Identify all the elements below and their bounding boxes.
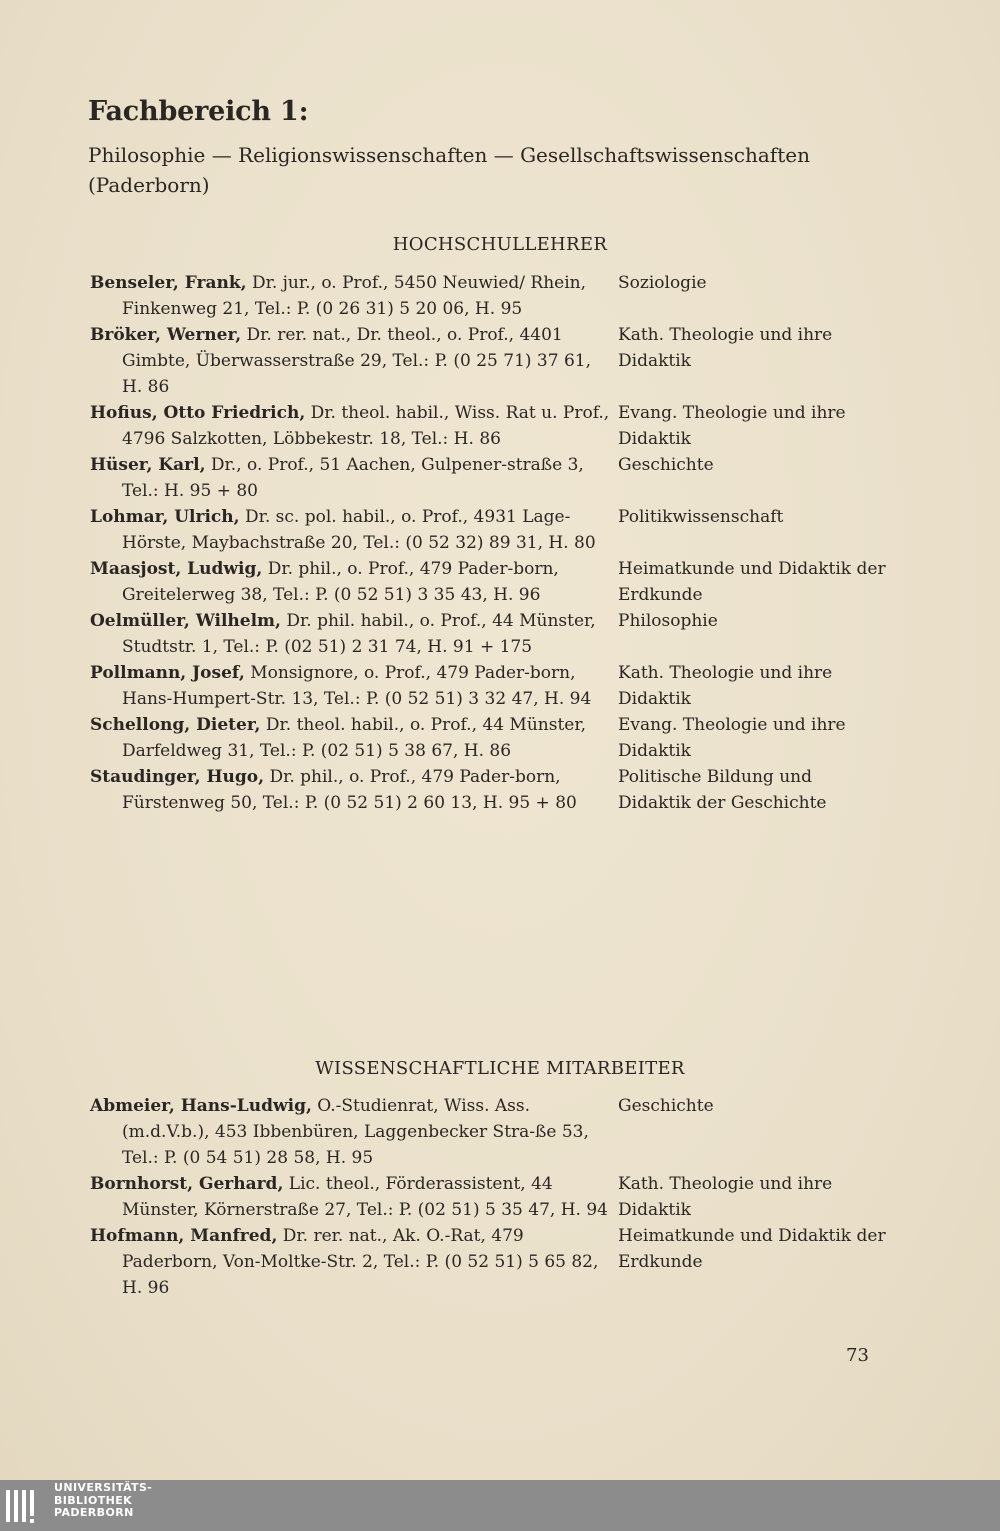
entry-subject: Heimatkunde und Didaktik der Erdkunde xyxy=(618,1226,886,1272)
entry-person xyxy=(90,764,610,816)
entry-person xyxy=(90,270,610,322)
list-item xyxy=(90,270,890,322)
entry-name: Hofmann, Manfred, xyxy=(90,1226,278,1246)
entry-subject: Soziologie xyxy=(618,273,707,293)
entry-person xyxy=(90,452,610,504)
list-item xyxy=(90,660,890,712)
entry-details: Dr. phil., o. Prof., 479 Pader-born, Fürstenweg 50, Tel.: P. (0 52 51) 2 60 13, H. 95 + 80 xyxy=(122,767,577,813)
list-item xyxy=(90,1223,890,1301)
entry-details: Dr., o. Prof., 51 Aachen, Gulpener-straße 3, Tel.: H. 95 + 80 xyxy=(122,455,584,501)
list-item xyxy=(90,556,890,608)
entry-name: Pollmann, Josef, xyxy=(90,663,245,683)
entry-person xyxy=(90,1093,610,1171)
library-logo-icon xyxy=(4,1486,44,1526)
subtitle-line-2: (Paderborn) xyxy=(88,173,210,197)
list-item xyxy=(90,452,890,504)
entry-details: O.-Studienrat, Wiss. Ass. (m.d.V.b.), 453 Ibbenbüren, Laggenbecker Stra-ße 53, Tel.: P. (0 54 51) 28 58, H. 95 xyxy=(122,1096,589,1168)
entry-name: Maasjost, Ludwig, xyxy=(90,559,263,579)
page-number: 73 xyxy=(846,1345,869,1366)
entry-subject: Heimatkunde und Didaktik der Erdkunde xyxy=(618,559,886,605)
entry-name: Bornhorst, Gerhard, xyxy=(90,1174,284,1194)
entry-person xyxy=(90,660,610,712)
list-item xyxy=(90,712,890,764)
entry-name: Schellong, Dieter, xyxy=(90,715,261,735)
entry-subject: Geschichte xyxy=(618,455,714,475)
library-name: UNIVERSITÄTS- BIBLIOTHEK PADERBORN xyxy=(54,1481,153,1519)
entry-name: Bröker, Werner, xyxy=(90,325,242,345)
entry-subject: Geschichte xyxy=(618,1096,714,1116)
entry-details: Dr. rer. nat., Dr. theol., o. Prof., 4401 Gimbte, Überwasserstraße 29, Tel.: P. (0 25 71) 37 61, H. 86 xyxy=(122,325,591,397)
section-heading-hochschullehrer: HOCHSCHULLEHRER xyxy=(392,234,608,255)
entry-details: Dr. theol. habil., o. Prof., 44 Münster, Darfeldweg 31, Tel.: P. (02 51) 5 38 67, H. 86 xyxy=(122,715,587,761)
entry-person xyxy=(90,1171,610,1223)
entry-person xyxy=(90,1223,610,1301)
entry-name: Staudinger, Hugo, xyxy=(90,767,265,787)
entry-subject: Kath. Theologie und ihre Didaktik xyxy=(618,325,833,371)
entry-subject: Evang. Theologie und ihre Didaktik xyxy=(618,403,846,449)
list-item xyxy=(90,400,890,452)
entry-name: Lohmar, Ulrich, xyxy=(90,507,240,527)
entry-person xyxy=(90,608,610,660)
entry-details: Dr. jur., o. Prof., 5450 Neuwied/ Rhein, Finkenweg 21, Tel.: P. (0 26 31) 5 20 06, H. 95 xyxy=(122,273,587,319)
entry-details: Dr. phil., o. Prof., 479 Pader-born, Greitelerweg 38, Tel.: P. (0 52 51) 3 35 43, H. 96 xyxy=(122,559,559,605)
page-subtitle xyxy=(88,140,868,200)
list-item xyxy=(90,322,890,400)
entry-details: Dr. rer. nat., Ak. O.-Rat, 479 Paderborn, Von-Moltke-Str. 2, Tel.: P. (0 52 51) 5 65 82, H. 96 xyxy=(122,1226,599,1298)
entry-details: Dr. sc. pol. habil., o. Prof., 4931 Lage-Hörste, Maybachstraße 20, Tel.: (0 52 32) 89 31, H. 80 xyxy=(122,507,596,553)
page-title: Fachbereich 1: xyxy=(88,96,309,127)
entry-details: Lic. theol., Förderassistent, 44 Münster, Körnerstraße 27, Tel.: P. (02 51) 5 35 47, H. 94 xyxy=(122,1174,608,1220)
entry-details: Monsignore, o. Prof., 479 Pader-born, Hans-Humpert-Str. 13, Tel.: P. (0 52 51) 3 32 47, H. 94 xyxy=(122,663,592,709)
section-heading-mitarbeiter: WISSENSCHAFTLICHE MITARBEITER xyxy=(315,1058,685,1079)
list-item xyxy=(90,1171,890,1223)
subtitle-line-1: Philosophie — Religionswissenschaften — Gesellschaftswissenschaften xyxy=(88,143,810,167)
entry-person xyxy=(90,712,610,764)
entry-name: Hofius, Otto Friedrich, xyxy=(90,403,306,423)
entry-subject: Kath. Theologie und ihre Didaktik xyxy=(618,1174,833,1220)
entry-details: Dr. theol. habil., Wiss. Rat u. Prof., 4796 Salzkotten, Löbbekestr. 18, Tel.: H. 86 xyxy=(122,403,610,449)
entry-name: Oelmüller, Wilhelm, xyxy=(90,611,281,631)
entry-subject: Philosophie xyxy=(618,611,718,631)
entry-name: Abmeier, Hans-Ludwig, xyxy=(90,1096,312,1116)
list-item xyxy=(90,608,890,660)
entry-subject: Evang. Theologie und ihre Didaktik xyxy=(618,715,846,761)
entry-name: Hüser, Karl, xyxy=(90,455,206,475)
entry-person xyxy=(90,504,610,556)
entry-person xyxy=(90,322,610,400)
entry-person xyxy=(90,400,610,452)
hochschullehrer-list xyxy=(90,270,890,816)
mitarbeiter-list xyxy=(90,1093,890,1301)
list-item xyxy=(90,764,890,816)
entry-details: Dr. phil. habil., o. Prof., 44 Münster, Studtstr. 1, Tel.: P. (02 51) 2 31 74, H. 91 + 175 xyxy=(122,611,596,657)
entry-subject: Politikwissenschaft xyxy=(618,507,784,527)
entry-subject: Politische Bildung und Didaktik der Geschichte xyxy=(618,767,827,813)
entry-subject: Kath. Theologie und ihre Didaktik xyxy=(618,663,833,709)
list-item xyxy=(90,504,890,556)
list-item xyxy=(90,1093,890,1171)
entry-name: Benseler, Frank, xyxy=(90,273,247,293)
entry-person xyxy=(90,556,610,608)
library-footer-bar xyxy=(0,1480,1000,1531)
